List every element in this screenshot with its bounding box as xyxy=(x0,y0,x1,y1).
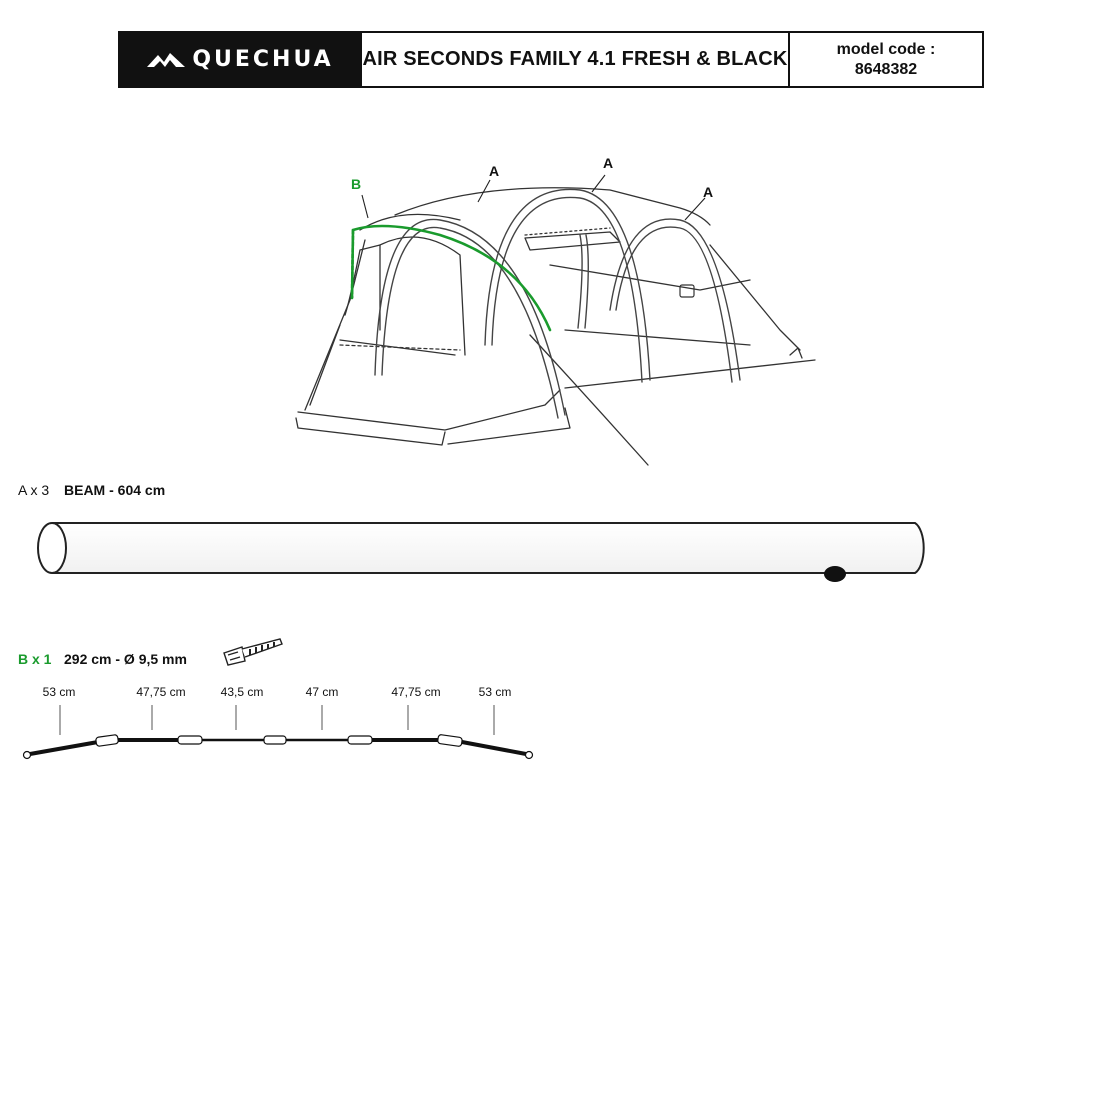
callout-a-rear: A xyxy=(703,184,714,200)
tent-side-base xyxy=(565,360,815,388)
brand-name: QUECHUA xyxy=(192,47,334,72)
callout-leader-b xyxy=(362,195,368,218)
callout-leader-a3 xyxy=(685,198,705,220)
tent-side-window xyxy=(525,232,620,250)
product-title: AIR SECONDS FAMILY 4.1 FRESH & BLACK xyxy=(360,33,788,86)
tent-illustration xyxy=(280,150,820,475)
beam-a-drawing xyxy=(30,515,940,590)
air-beam-rear xyxy=(610,219,740,380)
segment-label-5: 47,75 cm xyxy=(391,685,441,699)
pole-b-drawing xyxy=(18,700,538,770)
model-code-box xyxy=(788,33,982,86)
brand-logo xyxy=(120,33,360,86)
header-bar xyxy=(118,31,984,88)
tent-groundsheet xyxy=(296,418,445,445)
tent-front-edge xyxy=(305,240,365,410)
tent-door-left xyxy=(345,245,380,330)
model-code-label: model code : xyxy=(836,40,936,58)
callout-a-front: A xyxy=(489,163,500,179)
segment-label-4: 47 cm xyxy=(305,685,339,699)
pole-b-highlight xyxy=(352,226,550,330)
part-a-description: BEAM - 604 cm xyxy=(64,482,166,498)
air-beam-middle xyxy=(485,189,650,380)
callout-a-middle: A xyxy=(603,155,614,171)
model-code-value: 8648382 xyxy=(854,60,918,78)
segment-label-3: 43,5 cm xyxy=(220,685,264,699)
tent-side-wall-bottom xyxy=(565,330,750,345)
tent-guy-line-front xyxy=(530,335,648,465)
part-b-description: 292 cm - Ø 9,5 mm xyxy=(64,651,187,667)
segment-label-1: 53 cm xyxy=(42,685,76,699)
part-a-qty: A x 3 xyxy=(18,482,50,498)
part-b-qty: B x 1 xyxy=(18,651,52,667)
segment-label-2: 47,75 cm xyxy=(136,685,186,699)
callout-b: B xyxy=(351,176,362,192)
air-beam-front xyxy=(375,219,565,415)
segment-label-6: 53 cm xyxy=(478,685,512,699)
mountain-logo-icon xyxy=(146,50,186,70)
tent-guy-line-rear xyxy=(710,245,800,350)
tent-front-base xyxy=(298,390,560,430)
repair-kit-icon xyxy=(220,635,284,671)
beam-valve xyxy=(824,566,846,582)
